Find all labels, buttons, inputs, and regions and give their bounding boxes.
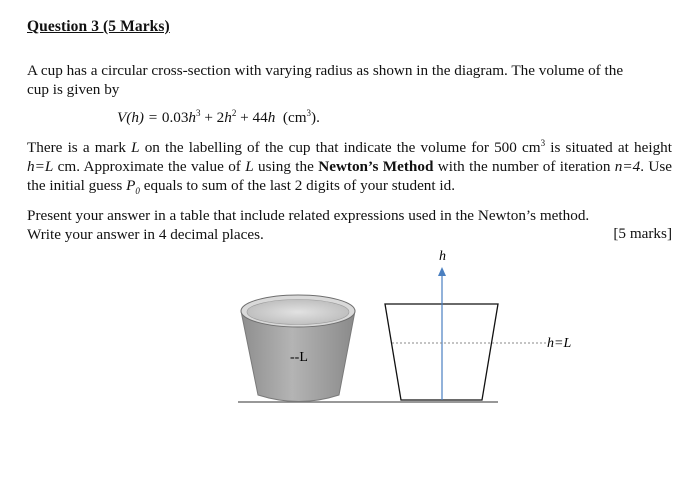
question-title: Question 3 (5 Marks): [27, 18, 170, 35]
intro-paragraph: [27, 61, 672, 99]
eq-term2-var: h: [224, 109, 232, 126]
marks-label: [5 marks]: [613, 225, 672, 242]
cup-L-label: --L: [290, 350, 308, 365]
eq-unit-open: (cm: [275, 109, 307, 126]
eq-unit-exp: 3: [306, 108, 312, 118]
instructions-line-1: Present your answer in a table that include related expressions used in the Newton’s method.: [27, 207, 590, 224]
intro-line-2: cup is given by: [27, 81, 120, 98]
task-text-6: with the number of iteration: [433, 158, 615, 175]
task-L-2: L: [245, 158, 254, 175]
eq-lhs: V(h) =: [117, 109, 162, 126]
eq-term2-exp: 2: [231, 108, 237, 118]
cup-cross-section: [385, 250, 571, 400]
volume-equation: [117, 109, 320, 127]
eq-term3: + 44: [236, 109, 268, 126]
shaded-cup: [241, 295, 355, 402]
eq-term1-coef: 0.03: [161, 109, 189, 126]
task-P0-sub: 0: [135, 186, 140, 197]
cup-diagram: [0, 250, 700, 484]
intro-line-1: A cup has a circular cross-section with varying radius as shown in the diagram. The volume of the: [27, 62, 624, 79]
task-text-8: equals to sum of the last 2 digits of your student id.: [139, 177, 456, 194]
instructions-paragraph: [27, 206, 672, 244]
axis-h-label: h: [439, 250, 446, 264]
task-hL: h=L: [27, 158, 54, 175]
height-axis-arrow-icon: [438, 267, 446, 276]
instructions-line-2: Write your answer in 4 decimal places.: [27, 226, 264, 243]
eq-term3-var: h: [267, 109, 276, 126]
task-exp: 3: [540, 138, 546, 148]
task-text-4: cm. Approximate the value of: [53, 158, 246, 175]
cup-inner: [247, 300, 349, 325]
task-paragraph: [27, 138, 672, 201]
task-text-3: is situated at height: [545, 139, 673, 156]
task-text-1: There is a mark: [27, 139, 132, 156]
height-L-label: h=L: [547, 336, 572, 351]
task-text-2: on the labelling of the cup that indicate the volume for 500 cm: [139, 139, 541, 156]
eq-unit-close: ).: [311, 109, 320, 126]
task-P0: P: [126, 177, 136, 194]
task-n: n=4: [614, 158, 641, 175]
eq-term1-var: h: [188, 109, 197, 126]
eq-term2: + 2: [200, 109, 225, 126]
eq-term1-exp: 3: [196, 108, 201, 118]
task-text-5: using the: [253, 158, 319, 175]
task-L-1: L: [131, 139, 140, 156]
task-text-7: . Use the initial guess: [27, 158, 672, 194]
task-method: Newton’s Method: [318, 158, 434, 175]
